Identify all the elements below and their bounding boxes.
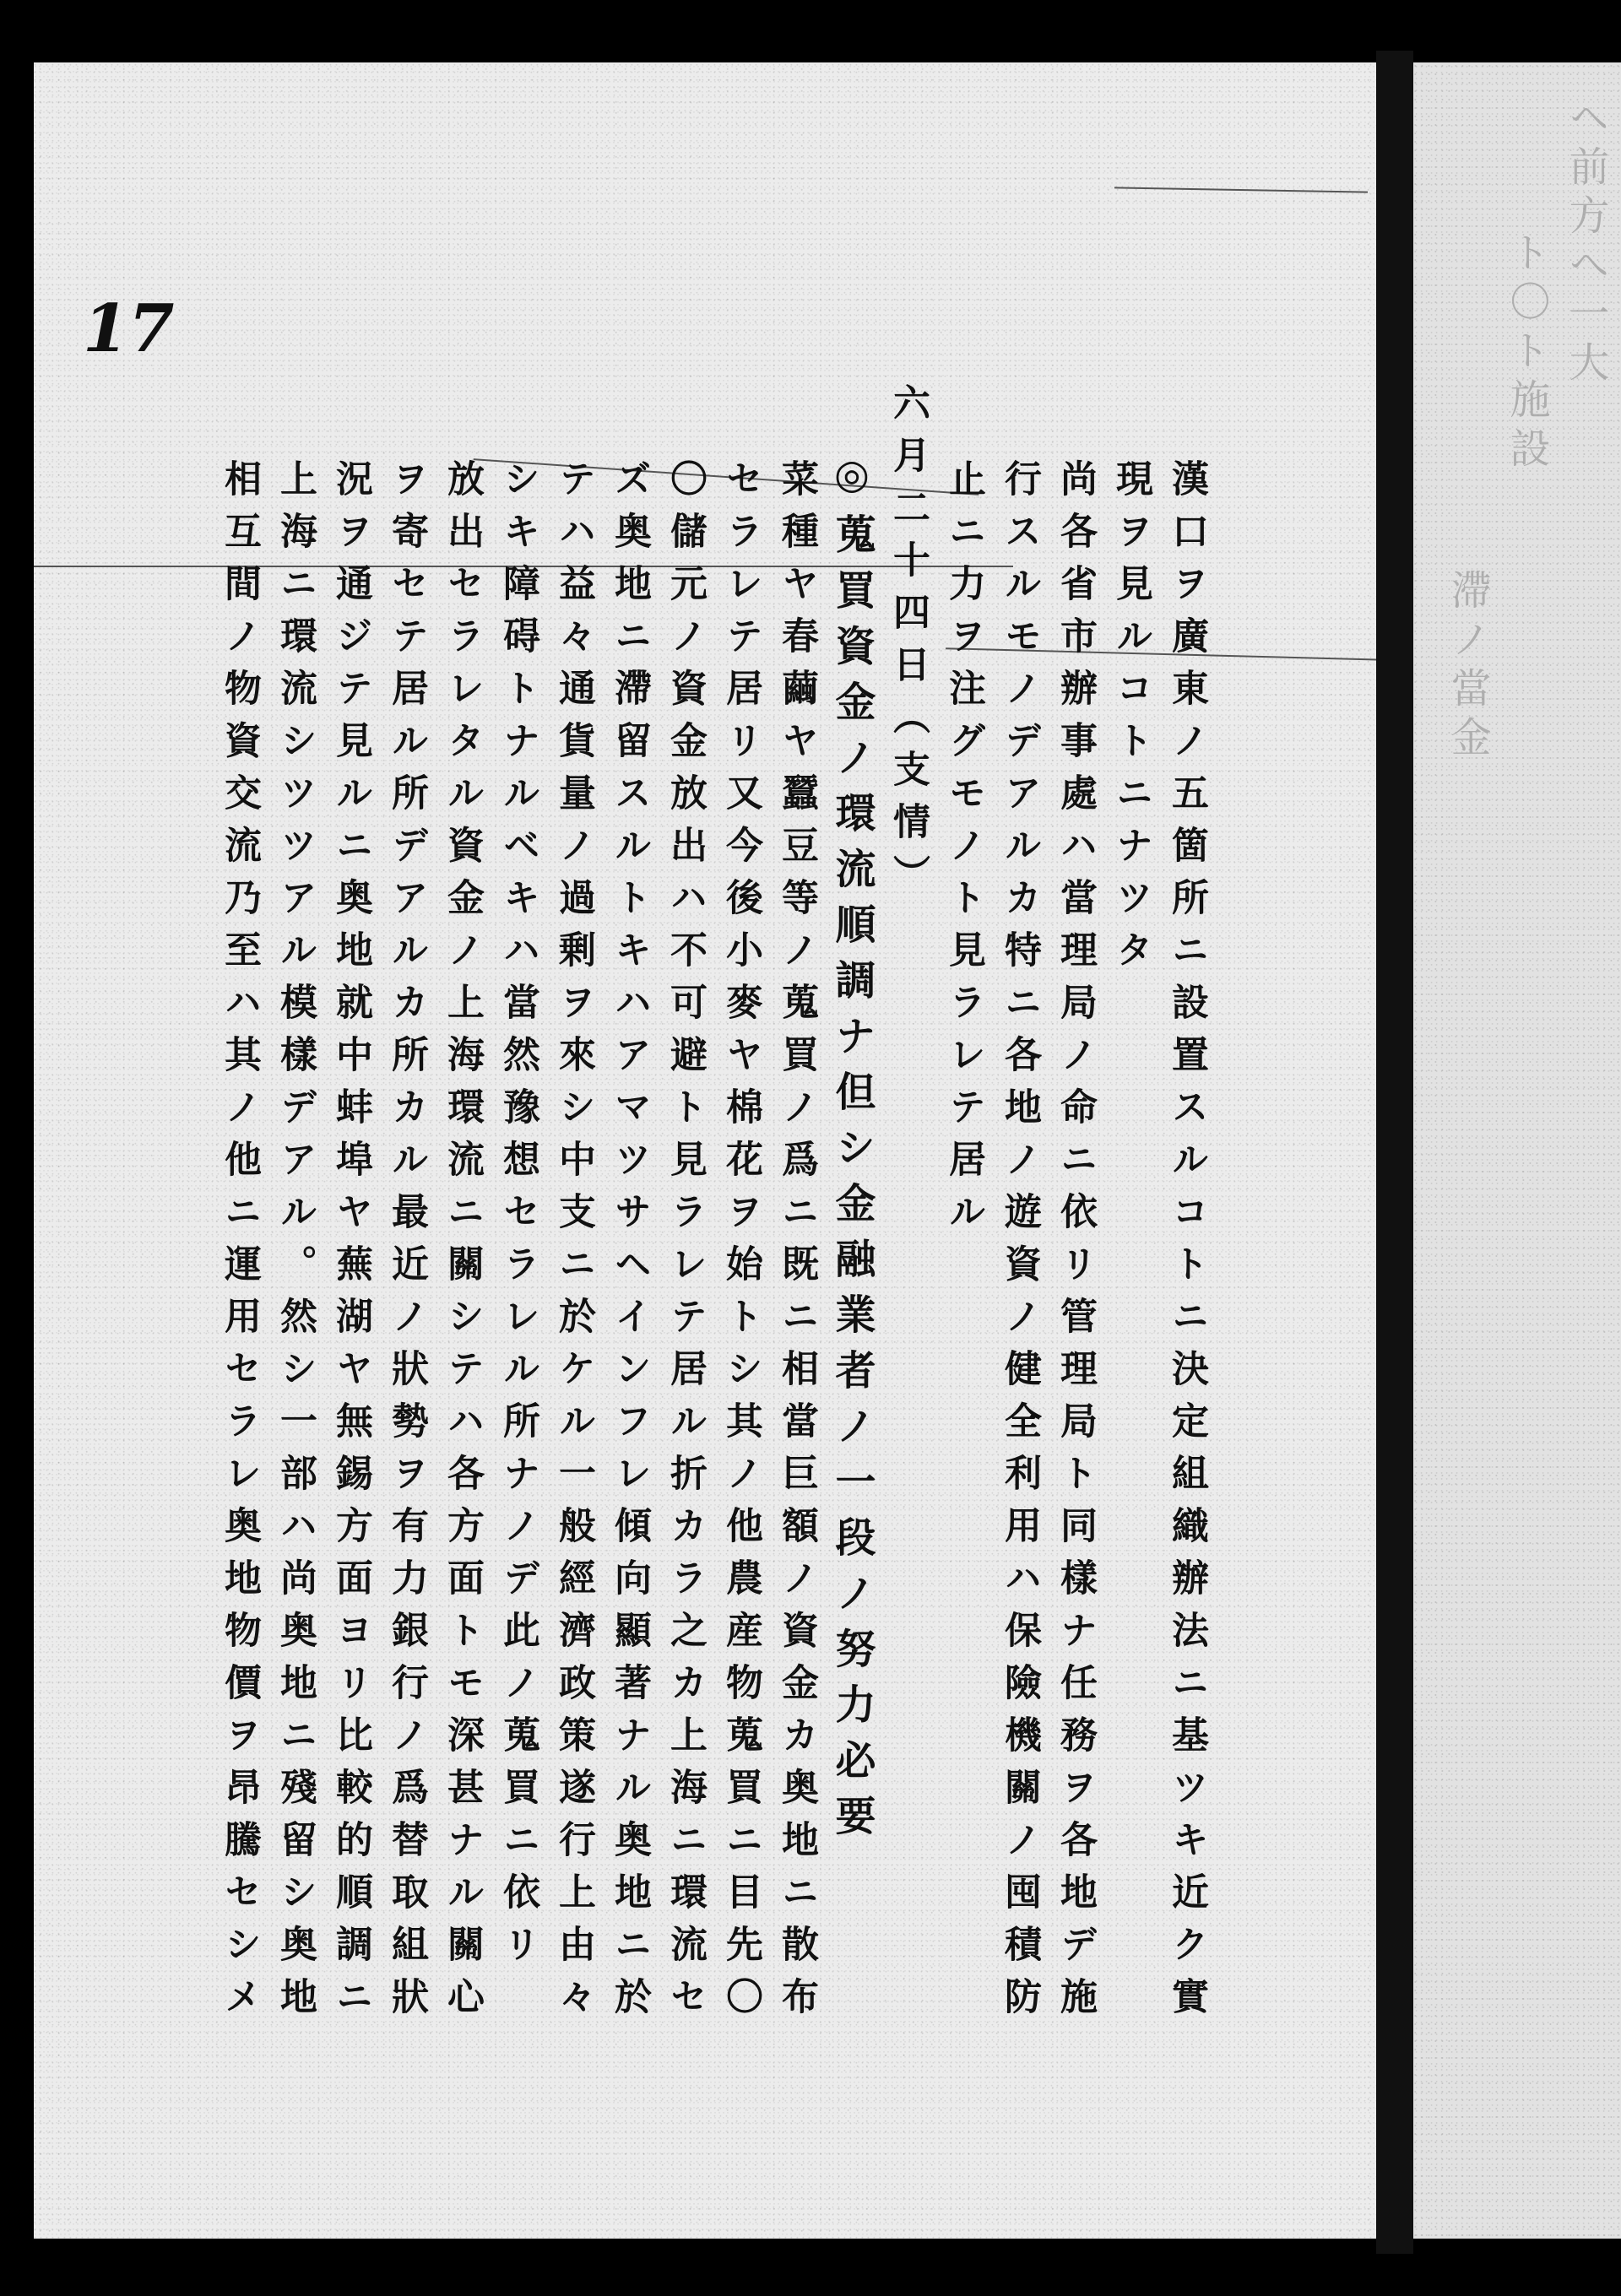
adjacent-page-text-1: ヘ前方へ一大 [1562,96,1609,390]
text-column-12: テハ益々通貨量ノ過剰ヲ來シ中支ニ於ケル一般經濟政策遂行上由々 [552,459,595,2029]
vertical-text-block [211,383,1214,2114]
text-column-16: 況ヲ通ジテ見ルニ奥地就中蚌埠ヤ蕪湖ヤ無錫方面ヨリ比較的順調ニ [329,459,372,2029]
text-column-11: ズ奥地ニ滯留スルトキハアマツサヘインフレ傾向顯著ナル奥地ニ於 [608,459,651,2029]
text-column-10: 〇儲元ノ資金放出ハ不可避ト見ラレテ居ル折カラ之カ上海ニ環流セ [664,459,707,2029]
adjacent-page-edge [1413,62,1621,2239]
text-column-13: シキ障碍トナルベキハ當然豫想セラレル所ナノデ此ノ蒐買ニ依リ [496,459,539,1977]
text-column-4: 行スルモノデアルカ特ニ各地ノ遊資ノ健全利用ハ保險機關ノ囤積防 [998,459,1041,2029]
strikethrough-rule-top [1114,187,1368,192]
text-column-18: 相互間ノ物資交流乃至ハ其ノ他ニ運用セラレ奥地物價ヲ昂騰セシメ [218,459,261,2029]
text-column-2: 現ヲ見ルコトニナツタ [1109,459,1152,983]
adjacent-page-text-2: ト〇ト施設 [1503,231,1550,476]
adjacent-page-text-3: 滯ノ當金 [1444,569,1491,765]
text-column-14: 放出セラレタル資金ノ上海環流ニ關シテハ各方面トモ深甚ナル關心 [441,459,484,2029]
text-column-17: 上海ニ環流シツツアル模樣デアル。然シ一部ハ尚奥地ニ殘留シ奥地 [274,459,317,2029]
article-headline: ◎蒐買資金ノ環流順調ナ但シ金融業者ノ一段ノ努力必要 [828,451,876,1850]
text-column-1: 漢口ヲ廣東ノ五箇所ニ設置スルコトニ決定組織辦法ニ基ツキ近ク實 [1165,459,1208,2029]
text-column-8: 菜種ヤ春繭ヤ蠶豆等ノ蒐買ノ爲ニ既ニ相當巨額ノ資金カ奥地ニ散布 [775,459,818,2029]
text-column-15: ヲ寄セテ居ル所デアルカ所カル最近ノ狀勢ヲ有力銀行ノ爲替取組狀 [385,459,428,2029]
document-page [34,62,1376,2239]
page-number: 17 [83,290,175,367]
text-column-9: セラレテ居リ又今後小麥ヤ棉花ヲ始トシ其ノ他農産物蒐買ニ目先〇 [719,459,762,2029]
date-line: 六月二十四日（支情） [886,383,930,907]
text-column-3: 尚各省市辦事處ハ當理局ノ命ニ依リ管理局ト同樣ナ任務ヲ各地デ施 [1054,459,1097,2029]
book-spine [1376,51,1413,2254]
text-column-5: 止ニ力ヲ注グモノト見ラレテ居ル [942,459,985,1244]
